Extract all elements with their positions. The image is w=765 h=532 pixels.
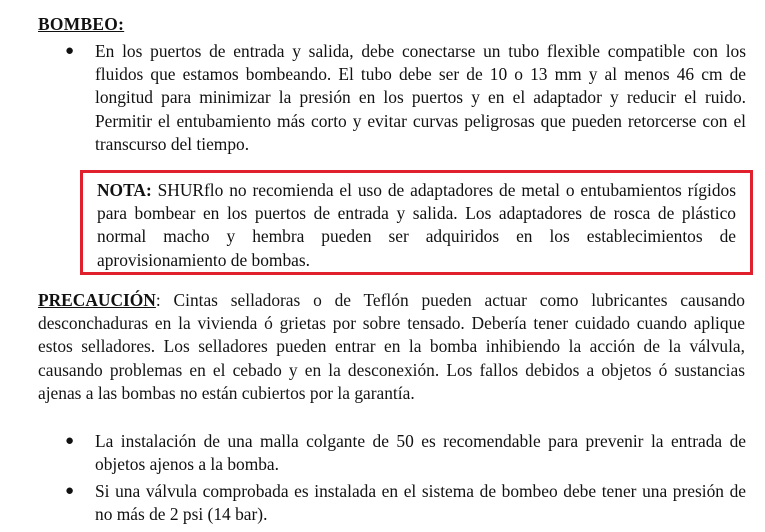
caution-paragraph — [38, 289, 745, 405]
caution-text: : Cintas selladoras o de Teflón pueden actuar como lubricantes causando desconchaduras en la vivienda ó grietas por sobre tensado. Debería tener cuidado cuando aplique estos selladores. Los selladores pueden entrar en la bomba inhibiendo la acción de la válvula, causando problemas en el cebado y en la desconexión. Los fallos debidos a objetos ó sustancias ajenas a las bombas no están cubiertos por la garantía. — [38, 290, 745, 403]
note-text: SHURflo no recomienda el uso de adaptadores de metal o entubamientos rígidos para bombear en los puertos de entrada y salida. Los adaptadores de rosca de plástico normal macho y hembra pueden ser adquiridos en los establecimientos de aprovisionamiento de bombas. — [97, 180, 736, 270]
note-label: NOTA: — [97, 180, 152, 200]
bullet-item-strainer — [38, 430, 746, 476]
bullet-icon: ● — [64, 483, 75, 499]
bullet-text: En los puertos de entrada y salida, debe conectarse un tubo flexible compatible con los fluidos que estamos bombeando. El tubo debe ser de 10 o 13 mm y al menos 46 cm de longitud para minimizar la presión en los puertos y en el adaptador y reducir el ruido. Permitir el entubamiento más corto y evitar curvas peligrosas que pueden retorcerse con el transcurso del tiempo. — [95, 41, 746, 154]
caution-label: PRECAUCIÓN — [38, 290, 156, 310]
bullet-item-tubing — [38, 40, 746, 156]
section-heading: BOMBEO: — [38, 14, 125, 34]
bullet-icon: ● — [64, 433, 75, 449]
bullet-text: La instalación de una malla colgante de 50 es recomendable para prevenir la entrada de objetos ajenos a la bomba. — [95, 431, 746, 475]
note-box — [80, 170, 753, 275]
bullet-text: Si una válvula comprobada es instalada en el sistema de bombeo debe tener una presión de no más de 2 psi (14 bar). — [95, 481, 746, 525]
bullet-item-check-valve — [38, 480, 746, 526]
bullet-icon: ● — [64, 43, 75, 59]
